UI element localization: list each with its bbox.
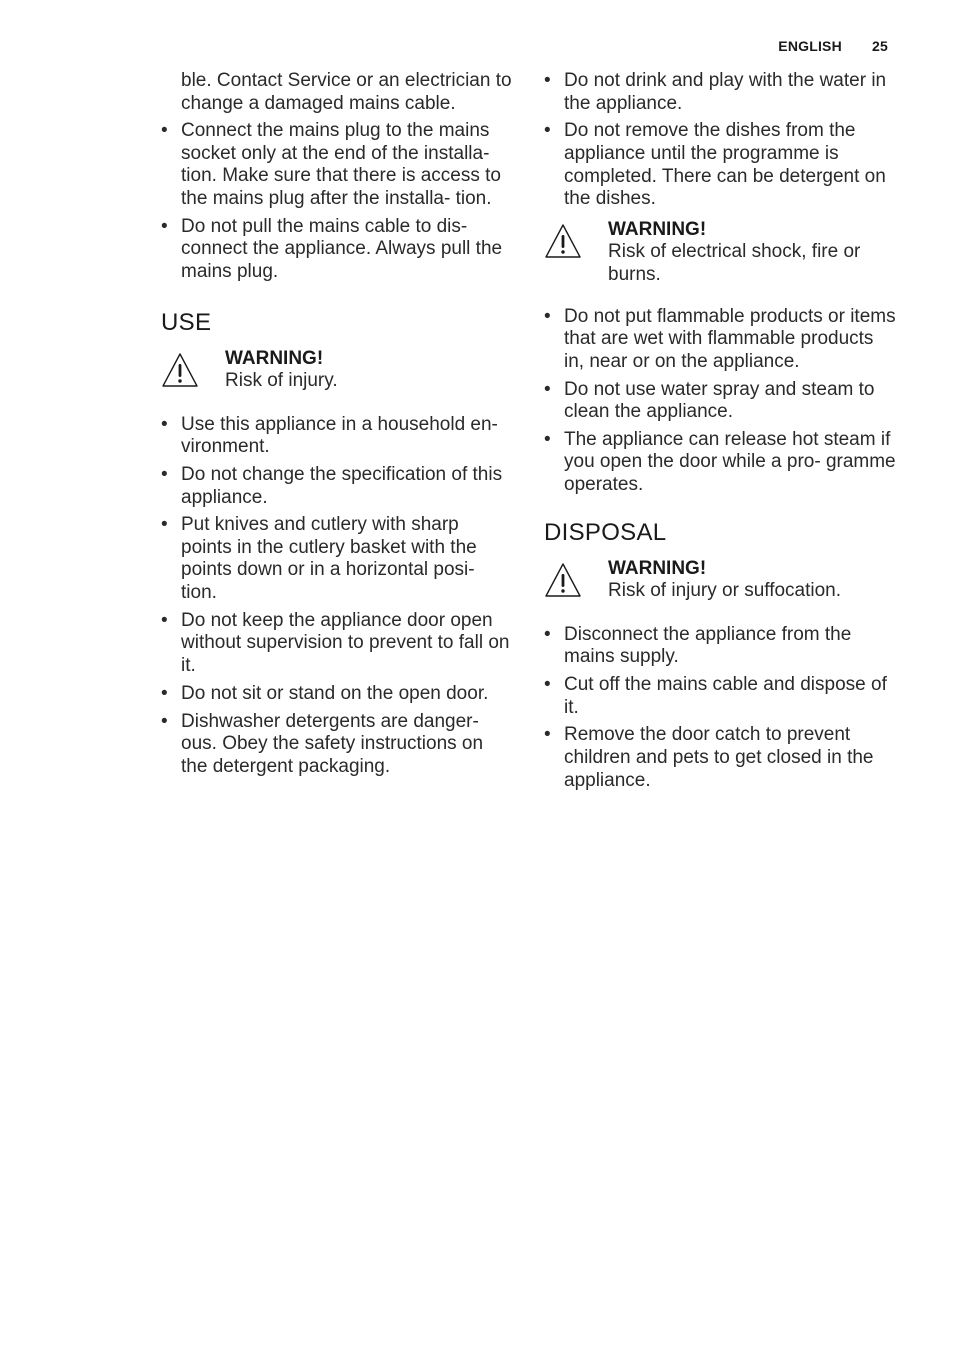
disposal-bullet-list — [544, 624, 898, 793]
page-header — [778, 38, 888, 54]
mid-bullet-list — [544, 306, 898, 497]
warning-text: Risk of electrical shock, fire or burns. — [608, 241, 861, 285]
warning-text: Risk of injury or suffocation. — [608, 580, 842, 602]
electrical-warning-block — [544, 219, 898, 287]
warning-triangle-icon — [161, 352, 199, 388]
use-bullet-list — [161, 414, 513, 779]
warning-triangle-icon — [544, 562, 582, 598]
top-bullet-list — [544, 70, 898, 211]
warning-triangle-icon — [544, 223, 582, 259]
disposal-section-heading: DISPOSAL — [544, 518, 667, 546]
list-item: • Do not drink and play with the water in the appliance. — [544, 70, 898, 115]
warning-title: WARNING! — [608, 557, 707, 579]
page-number: 25 — [872, 38, 888, 54]
list-item: • Do not keep the appliance door open without supervision to prevent to fall on it. — [161, 610, 513, 678]
disposal-warning-block — [544, 558, 898, 606]
list-item: • Do not sit or stand on the open door. — [161, 683, 513, 706]
install-bullet-list — [161, 120, 513, 283]
list-item: • Dishwasher detergents are danger- ous. Obey the safety instructions on the detergent packaging. — [161, 711, 513, 779]
list-item: • Do not remove the dishes from the appliance until the programme is completed. There can be detergent on the dishes. — [544, 120, 898, 210]
list-item: • Do not change the specification of this appliance. — [161, 464, 513, 509]
list-item: • Do not pull the mains cable to dis- connect the appliance. Always pull the mains plug. — [161, 216, 513, 284]
warning-title: WARNING! — [608, 218, 707, 240]
list-item: • Do not put flammable products or items that are wet with flammable products in, near or on the appliance. — [544, 306, 898, 374]
list-item: • Disconnect the appliance from the mains supply. — [544, 624, 898, 669]
list-item: • Connect the mains plug to the mains socket only at the end of the installa- tion. Make sure that there is access to the mains plug after the installa- tion. — [161, 120, 513, 210]
use-warning-block — [161, 348, 513, 396]
header-language: ENGLISH — [778, 38, 842, 54]
list-item: • Use this appliance in a household en- vironment. — [161, 414, 513, 459]
list-item: • Do not use water spray and steam to clean the appliance. — [544, 379, 898, 424]
left-column — [161, 70, 513, 784]
continuation-text: ble. Contact Service or an electrician to change a damaged mains cable. — [181, 70, 512, 114]
right-column — [544, 70, 898, 797]
list-item: • Cut off the mains cable and dispose of it. — [544, 674, 898, 719]
warning-text: Risk of injury. — [225, 370, 338, 392]
use-section-heading: USE — [161, 308, 212, 336]
warning-title: WARNING! — [225, 347, 324, 369]
list-item: • Remove the door catch to prevent children and pets to get closed in the appliance. — [544, 724, 898, 792]
list-item: • Put knives and cutlery with sharp points in the cutlery basket with the points down or in a horizontal posi- tion. — [161, 514, 513, 604]
list-item: • The appliance can release hot steam if you open the door while a pro- gramme operates. — [544, 429, 898, 497]
